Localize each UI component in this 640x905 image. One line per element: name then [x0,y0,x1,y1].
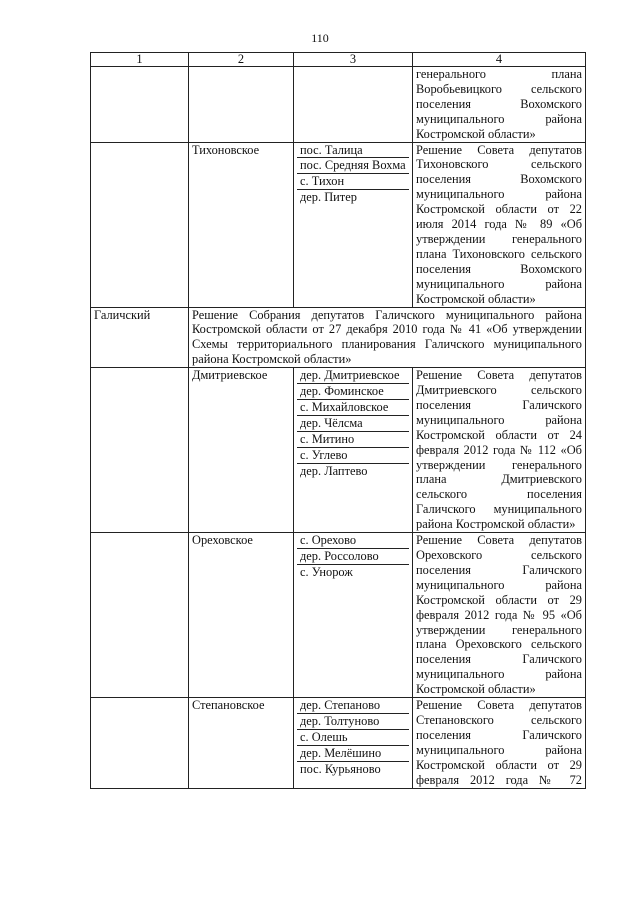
district-cell [91,368,189,533]
settlements-cell [294,368,413,533]
table-row [91,533,586,698]
document-cell: Решение Совета депутатов Ореховского сельского поселения Галичского муниципального района Костромской области от 29 февраля 2012 года № 95 «Об утверждении генерального плана Ореховского сельского поселения Галичского муниципального района Костромской области» [413,533,586,698]
district-cell [91,142,189,307]
page-number: 110 [311,31,329,45]
settlements-cell [294,698,413,788]
district-document-cell: Решение Собрания депутатов Галичского муниципального района Костромской области от 27 декабря 2010 года № 41 «Об утверждении Схемы территориального планирования Галичского муниципального района Костромской области» [189,307,586,368]
header-cell: 3 [294,53,413,67]
list-item: пос. Курьяново [300,761,381,776]
list-item: пос. Талица [297,143,409,159]
document-cell: Решение Совета депутатов Степановского сельского поселения Галичского муниципального района Костромской области от 29 февраля 2012 года № 72 [413,698,586,788]
list-item: дер. Мелёшино [297,746,409,762]
header-cell: 2 [189,53,294,67]
list-item: дер. Толтуново [297,714,409,730]
list-item: с. Олешь [297,730,409,746]
list-item: дер. Дмитриевское [297,368,409,384]
header-cell: 1 [91,53,189,67]
district-cell: Галичский [91,307,189,368]
settlement-name-cell: Дмитриевское [189,368,294,533]
table-row [91,698,586,788]
list-item: пос. Средняя Вохма [297,158,409,174]
list-item: с. Углево [297,448,409,464]
document-cell: Решение Совета депутатов Тихоновского сельского поселения Вохомского муниципального района Костромской области от 22 июля 2014 года № 89 «Об утверждении генерального плана Тихоновского сельского поселения Вохомского муниципального района Костромской области» [413,142,586,307]
table-header-row [91,53,586,67]
settlements-cell [294,67,413,143]
settlement-name-cell [189,67,294,143]
list-item: дер. Чёлсма [297,416,409,432]
table-row [91,368,586,533]
document-cell: Решение Совета депутатов Дмитриевского сельского поселения Галичского муниципального района Костромской области от 24 февраля 2012 года № 112 «Об утверждении генерального плана Дмитриевского сельского поселения Галичского муниципального района Костромской области» [413,368,586,533]
settlements-cell [294,142,413,307]
list-item: с. Михайловское [297,400,409,416]
table-row [91,307,586,368]
district-cell [91,698,189,788]
table-row [91,142,586,307]
list-item: с. Орехово [297,533,409,549]
settlement-name-cell: Ореховское [189,533,294,698]
settlements-table [90,52,586,789]
list-item: с. Унорож [300,564,353,579]
district-cell [91,67,189,143]
list-item: дер. Питер [300,190,357,205]
header-cell: 4 [413,53,586,67]
district-cell [91,533,189,698]
list-item: дер. Россолово [297,549,409,565]
document-cell: генерального плана Воробьевицкого сельского поселения Вохомского муниципального района Костромской области» [413,67,586,143]
list-item: с. Митино [297,432,409,448]
settlement-name-cell: Тихоновское [189,142,294,307]
list-item: дер. Фоминское [297,384,409,400]
settlement-name-cell: Степановское [189,698,294,788]
list-item: с. Тихон [297,174,409,190]
list-item: дер. Степаново [297,698,409,714]
list-item: дер. Лаптево [300,463,368,478]
table-row [91,67,586,143]
settlements-cell [294,533,413,698]
